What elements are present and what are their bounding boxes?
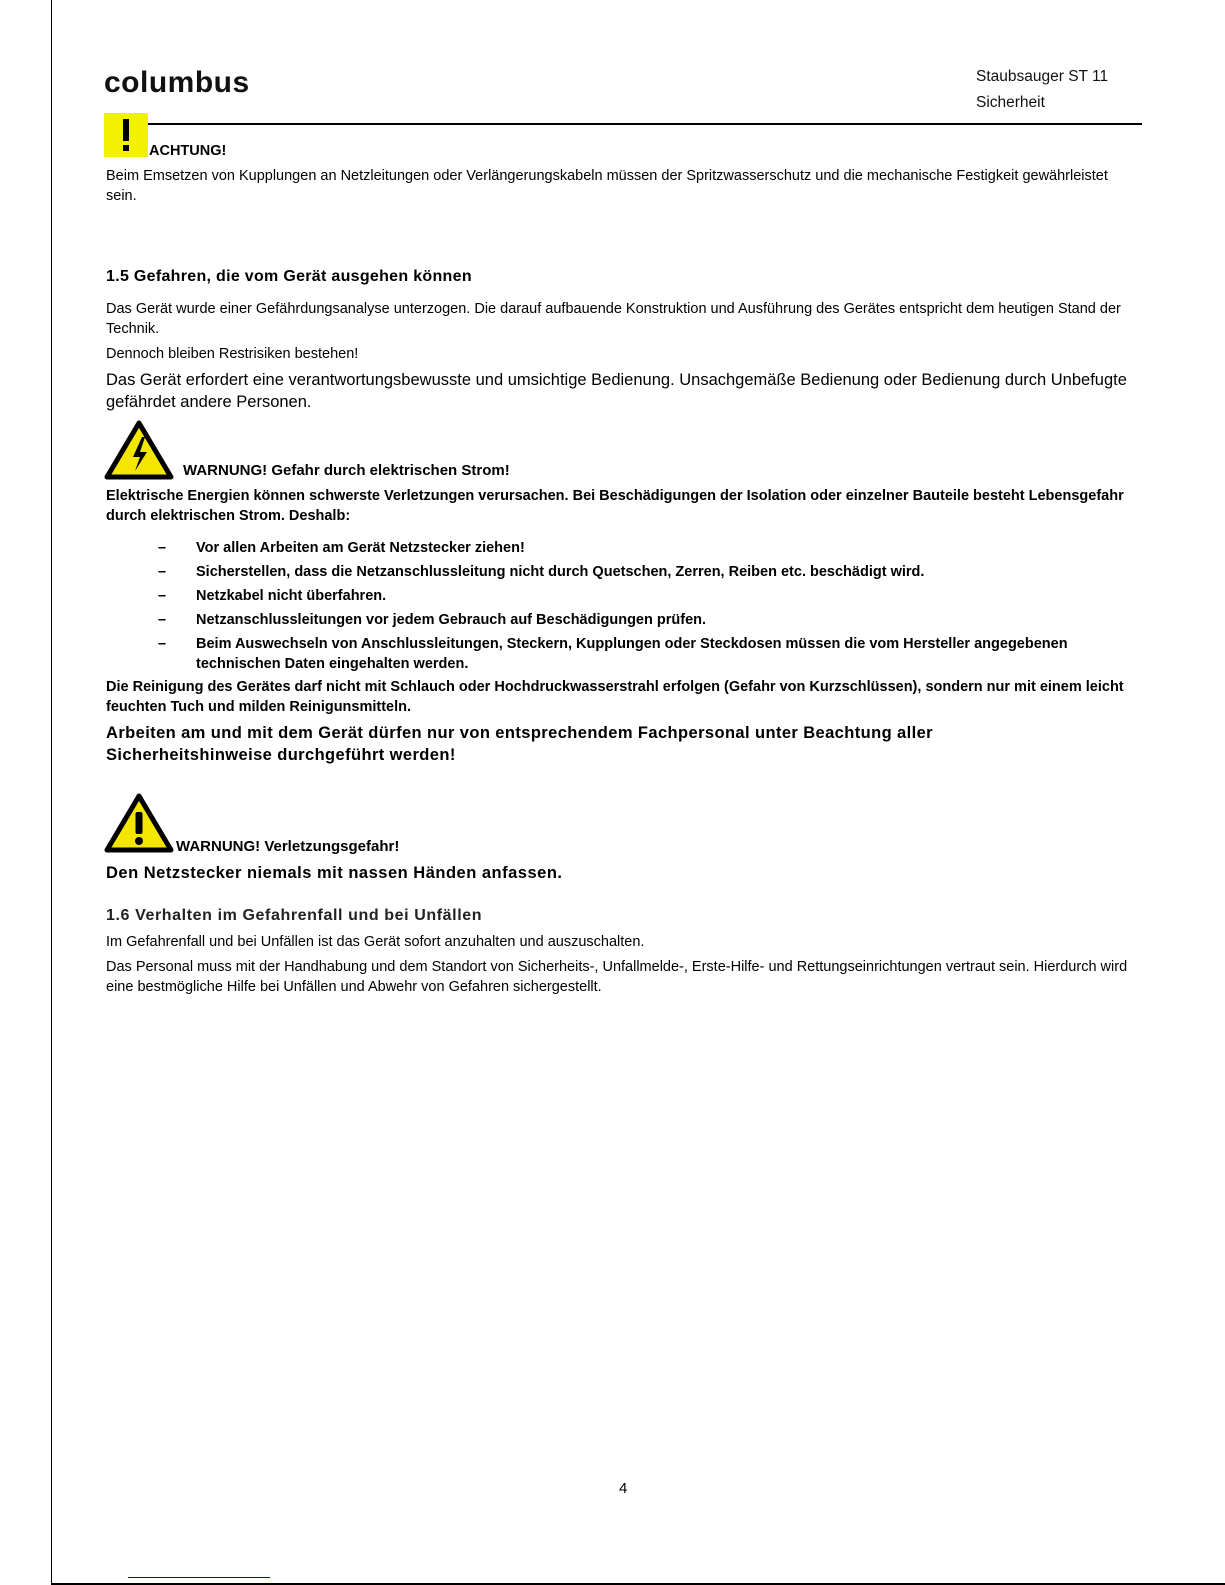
list-item: – Sicherstellen, dass die Netzanschlussleitung nicht durch Quetschen, Zerren, Reiben etc. beschädigt wird. (158, 564, 925, 580)
general-warning-icon (103, 792, 175, 859)
section-heading-1-5: 1.5 Gefahren, die vom Gerät ausgehen können (106, 268, 472, 285)
header-divider (104, 123, 1142, 125)
section-heading-1-6: 1.6 Verhalten im Gefahrenfall und bei Unfällen (106, 907, 483, 924)
injury-warning-title: WARNUNG! Verletzungsgefahr! (176, 838, 400, 855)
list-item: – Netzkabel nicht überfahren. (158, 588, 387, 604)
list-item: – Netzanschlussleitungen vor jedem Gebrauch auf Beschädigungen prüfen. (158, 612, 707, 628)
section-1-5-paragraph-1: Das Gerät wurde einer Gefährdungsanalyse unterzogen. Die darauf aufbauende Konstruktion und Ausführung des Gerätes entspricht dem heutigen Stand der Technik. (106, 301, 1121, 337)
section-1-5-paragraph-2: Dennoch bleiben Restrisiken bestehen! (106, 346, 359, 362)
columbus-logo: columbus (104, 66, 250, 99)
list-item: – Vor allen Arbeiten am Gerät Netzstecker ziehen! (158, 540, 525, 556)
electric-warning-title: WARNUNG! Gefahr durch elektrischen Strom! (183, 462, 510, 479)
list-item: – Beim Auswechseln von Anschlussleitungen, Steckern, Kupplungen oder Steckdosen müssen die vom Hersteller angegebenen technischen Daten eingehalten werden. (158, 636, 1068, 672)
product-name: Staubsauger ST 11 (976, 68, 1109, 85)
injury-warning-text: Den Netzstecker niemals mit nassen Händen anfassen. (106, 864, 563, 882)
left-page-border (51, 0, 52, 1585)
high-voltage-warning-icon (103, 419, 175, 486)
page-number: 4 (619, 1480, 628, 1497)
cleaning-note: Die Reinigung des Gerätes darf nicht mit Schlauch oder Hochdruckwasserstrahl erfolgen (Gefahr von Kurzschlüssen), sondern nur mit einem leicht feuchten Tuch und milden Reinigunsmitteln. (106, 679, 1124, 715)
section-1-6-paragraph-1: Im Gefahrenfall und bei Unfällen ist das Gerät sofort anzuhalten und auszuschalten. (106, 934, 645, 950)
electric-warning-list (106, 538, 1136, 678)
section-name: Sicherheit (976, 94, 1045, 111)
header-info (976, 64, 1108, 116)
footer-link-underline (128, 1577, 270, 1578)
section-1-5-paragraph-3: Das Gerät erfordert eine verantwortungsbewusste und umsichtige Bedienung. Unsachgemäße Bedienung oder Bedienung durch Unbefugte gefährdet andere Personen. (106, 371, 1127, 411)
caution-title: ACHTUNG! (149, 143, 227, 159)
staff-note: Arbeiten am und mit dem Gerät dürfen nur von entsprechendem Fachpersonal unter Beachtung aller Sicherheitshinweise durchgeführt werden! (106, 724, 933, 764)
caution-text: Beim Emsetzen von Kupplungen an Netzleitungen oder Verlängerungskabeln müssen der Spritzwasserschutz und die mechanische Festigkeit gewährleistet sein. (106, 168, 1108, 204)
section-1-6-paragraph-2: Das Personal muss mit der Handhabung und dem Standort von Sicherheits-, Unfallmelde-, Erste-Hilfe- und Rettungseinrichtungen vertraut sein. Hierdurch wird eine bestmögliche Hilfe bei Unfällen und Abwehr von Gefahren sichergestellt. (106, 959, 1128, 995)
exclamation-icon (104, 113, 148, 157)
electric-warning-intro: Elektrische Energien können schwerste Verletzungen verursachen. Bei Beschädigungen der Isolation oder einzelner Bauteile besteht Lebensgefahr durch elektrischen Strom. Deshalb: (106, 488, 1124, 524)
